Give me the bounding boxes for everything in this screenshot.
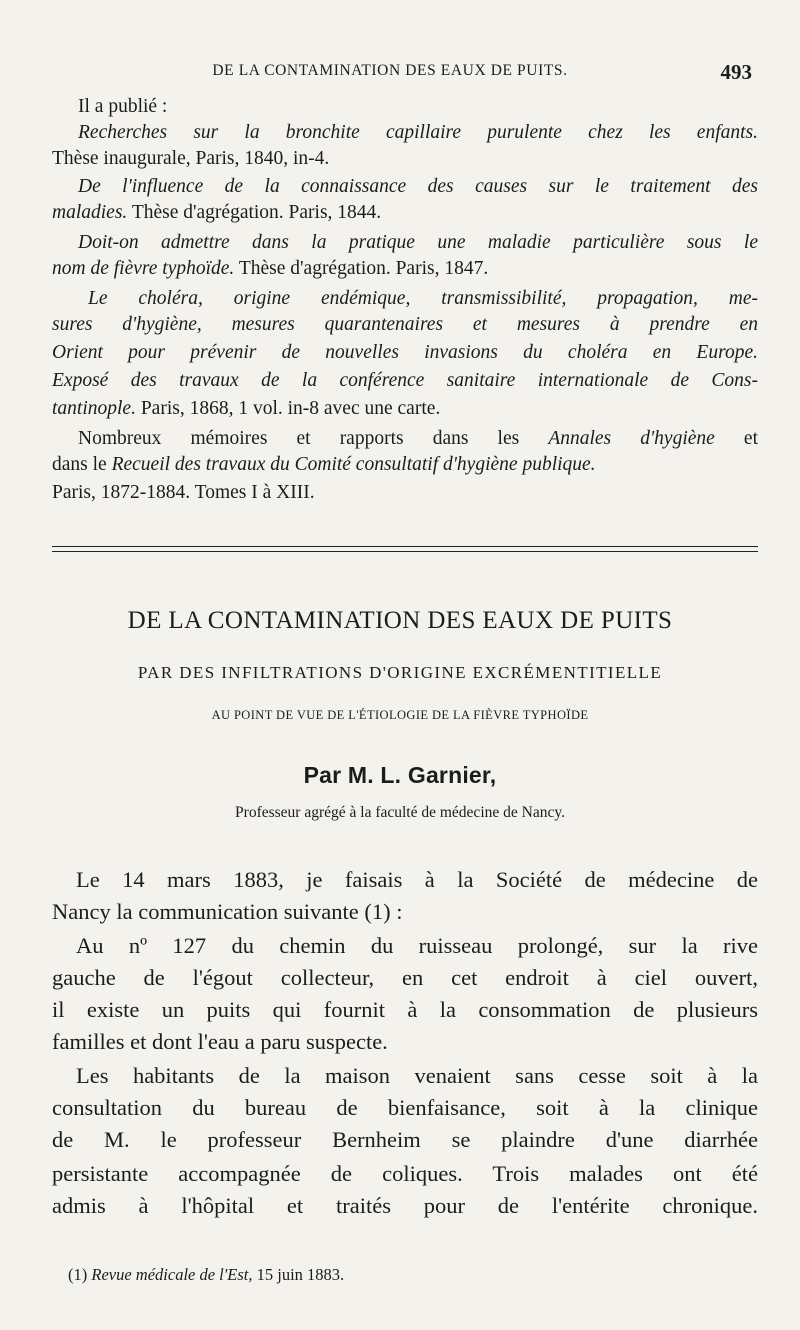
publication-line: [78, 121, 758, 145]
page-number: 493: [720, 60, 752, 84]
article-author: Par M. L. Garnier,: [303, 762, 497, 788]
body-line: persistante accompagnée de coliques. Trois malades ont été: [52, 1161, 758, 1186]
publication-line: [78, 231, 758, 255]
publication-line: [52, 341, 758, 365]
section-divider-bottom: [52, 551, 758, 552]
publication-line: [52, 481, 315, 505]
footnote: [68, 1265, 344, 1285]
publication-title-text: Doit-on admettre dans la pratique une maladie particulière sous le: [78, 232, 758, 253]
publication-title-text: Recherches sur la bronchite capillaire purulente chez les enfants.: [78, 122, 758, 143]
body-line: familles et dont l'eau a paru suspecte.: [52, 1029, 388, 1054]
publication-title-text: De l'influence de la connaissance des causes sur le traitement des: [78, 176, 758, 197]
body-line: Les habitants de la maison venaient sans cesse soit à la: [76, 1063, 758, 1088]
body-line: gauche de l'égout collecteur, en cet endroit à ciel ouvert,: [52, 965, 758, 990]
publication-line: [52, 453, 596, 477]
publication-line: [78, 175, 758, 199]
publications-intro: Il a publié :: [78, 96, 168, 117]
publication-line: [52, 257, 488, 281]
running-title: DE LA CONTAMINATION DES EAUX DE PUITS.: [212, 62, 568, 79]
body-line: Le 14 mars 1883, je faisais à la Société de médecine de: [76, 867, 758, 892]
publication-title-text: tantinople.: [52, 398, 136, 419]
body-line: Au nº 127 du chemin du ruisseau prolongé, sur la rive: [76, 933, 758, 958]
publication-line: [88, 287, 758, 311]
article-title: DE LA CONTAMINATION DES EAUX DE PUITS: [127, 607, 673, 634]
publication-line: [52, 201, 381, 225]
article-subtitle: PAR DES INFILTRATIONS D'ORIGINE EXCRÉMENTITIELLE: [137, 663, 663, 682]
publication-text: Paris, 1872-1884. Tomes I à XIII.: [52, 482, 315, 503]
publication-line: [78, 427, 758, 451]
publication-text: et: [714, 428, 758, 449]
publication-title-text: Orient pour prévenir de nouvelles invasions du choléra en Europe.: [52, 342, 758, 363]
section-divider-top: [52, 546, 758, 547]
article-subsubtitle: AU POINT DE VUE DE L'ÉTIOLOGIE DE LA FIÈVRE TYPHOÏDE: [211, 708, 589, 722]
publication-title-text: Exposé des travaux de la conférence sanitaire internationale de Cons-: [52, 370, 758, 391]
author-affiliation: Professeur agrégé à la faculté de médecine de Nancy.: [235, 804, 565, 821]
publication-line: [52, 369, 758, 393]
publication-title-text: Annales d'hygiène: [548, 428, 715, 449]
body-line: il existe un puits qui fournit à la consommation de plusieurs: [52, 997, 758, 1022]
publication-title-text: Le choléra, origine endémique, transmissibilité, propagation, me-: [88, 288, 758, 309]
publication-title-text: maladies.: [52, 202, 128, 223]
publication-line: [52, 397, 440, 421]
footnote-source: Revue médicale de l'Est,: [91, 1265, 253, 1284]
publication-line: [52, 313, 758, 337]
body-line: admis à l'hôpital et traités pour de l'entérite chronique.: [52, 1193, 758, 1218]
publication-text: Paris, 1868, 1 vol. in-8 avec une carte.: [135, 398, 441, 419]
publication-text: Thèse inaugurale, Paris, 1840, in-4.: [52, 148, 330, 169]
publication-text: Nombreux mémoires et rapports dans les: [78, 428, 549, 449]
publication-text: Thèse d'agrégation. Paris, 1847.: [234, 258, 489, 279]
publication-text: Thèse d'agrégation. Paris, 1844.: [127, 202, 382, 223]
body-line: de M. le professeur Bernheim se plaindre d'une diarrhée: [52, 1127, 758, 1152]
publication-title-text: sures d'hygiène, mesures quarantenaires et mesures à prendre en: [52, 314, 758, 335]
footnote-date: 15 juin 1883.: [256, 1265, 345, 1284]
body-line: Nancy la communication suivante (1) :: [52, 899, 403, 924]
footnote-marker: (1): [68, 1265, 88, 1284]
publication-line: [52, 147, 329, 171]
body-line: consultation du bureau de bienfaisance, soit à la clinique: [52, 1095, 758, 1120]
publication-title-text: Recueil des travaux du Comité consultatif d'hygiène publique.: [111, 454, 596, 475]
publication-text: dans le: [52, 454, 112, 475]
publication-title-text: nom de fièvre typhoïde.: [52, 258, 235, 279]
